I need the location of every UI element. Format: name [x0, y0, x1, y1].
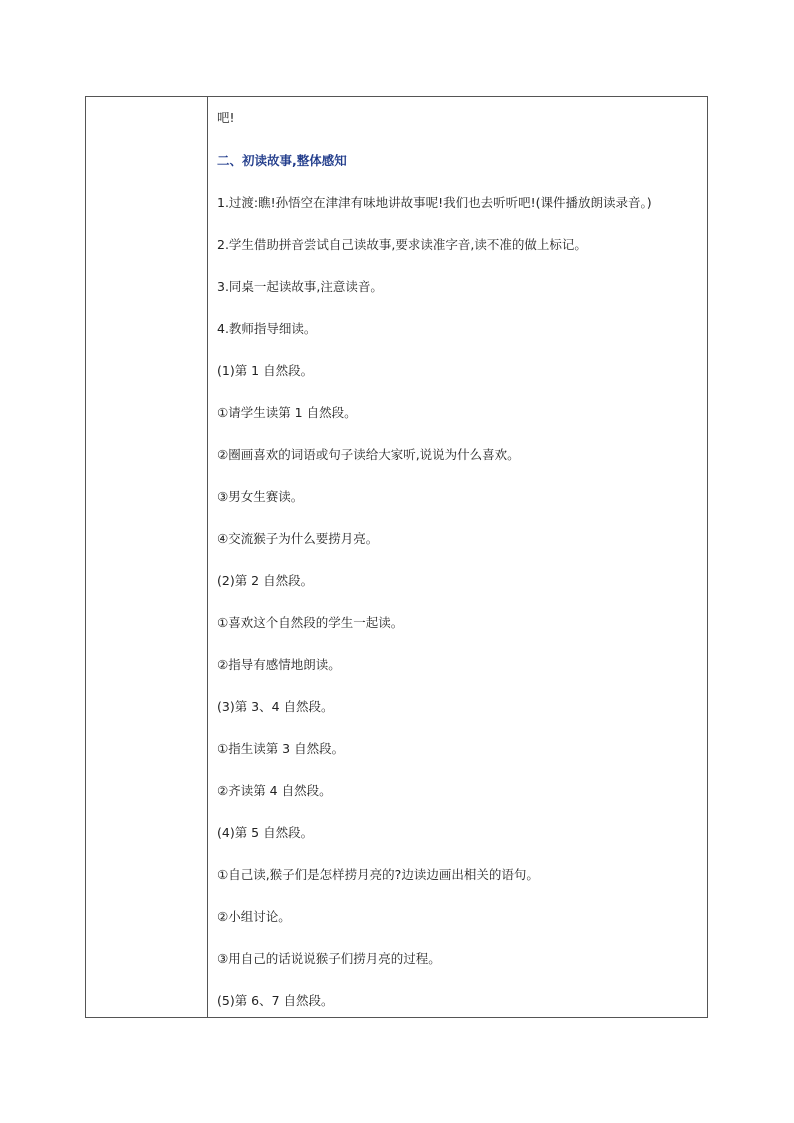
lesson-plan-table — [85, 96, 708, 1018]
text-line: ②圈画喜欢的词语或句子读给大家听,说说为什么喜欢。 — [217, 447, 520, 462]
text-line: ①喜欢这个自然段的学生一起读。 — [217, 615, 404, 630]
text-line: 4.教师指导细读。 — [217, 321, 317, 336]
text-line: (1)第 1 自然段。 — [217, 363, 314, 378]
text-line: ②小组讨论。 — [217, 909, 291, 924]
text-line: 3.同桌一起读故事,注意读音。 — [217, 279, 383, 294]
text-line: ①请学生读第 1 自然段。 — [217, 405, 357, 420]
text-line: 吧! — [217, 110, 235, 125]
text-line: ③用自己的话说说猴子们捞月亮的过程。 — [217, 951, 441, 966]
text-line: ②指导有感情地朗读。 — [217, 657, 341, 672]
text-line: ③男女生赛读。 — [217, 489, 304, 504]
text-line: ②齐读第 4 自然段。 — [217, 783, 332, 798]
table-right-cell — [208, 97, 707, 1017]
text-line: (4)第 5 自然段。 — [217, 825, 314, 840]
text-line: ①指生读第 3 自然段。 — [217, 741, 345, 756]
section-heading: 二、初读故事,整体感知 — [217, 153, 347, 168]
text-line: (5)第 6、7 自然段。 — [217, 993, 334, 1008]
text-line: (2)第 2 自然段。 — [217, 573, 314, 588]
text-line: ①自己读,猴子们是怎样捞月亮的?边读边画出相关的语句。 — [217, 867, 539, 882]
text-line: ④交流猴子为什么要捞月亮。 — [217, 531, 379, 546]
text-line: (3)第 3、4 自然段。 — [217, 699, 334, 714]
text-line: 1.过渡:瞧!孙悟空在津津有味地讲故事呢!我们也去听听吧!(课件播放朗读录音。) — [217, 195, 652, 210]
table-left-cell — [86, 97, 208, 1017]
text-line: 2.学生借助拼音尝试自己读故事,要求读准字音,读不准的做上标记。 — [217, 237, 587, 252]
